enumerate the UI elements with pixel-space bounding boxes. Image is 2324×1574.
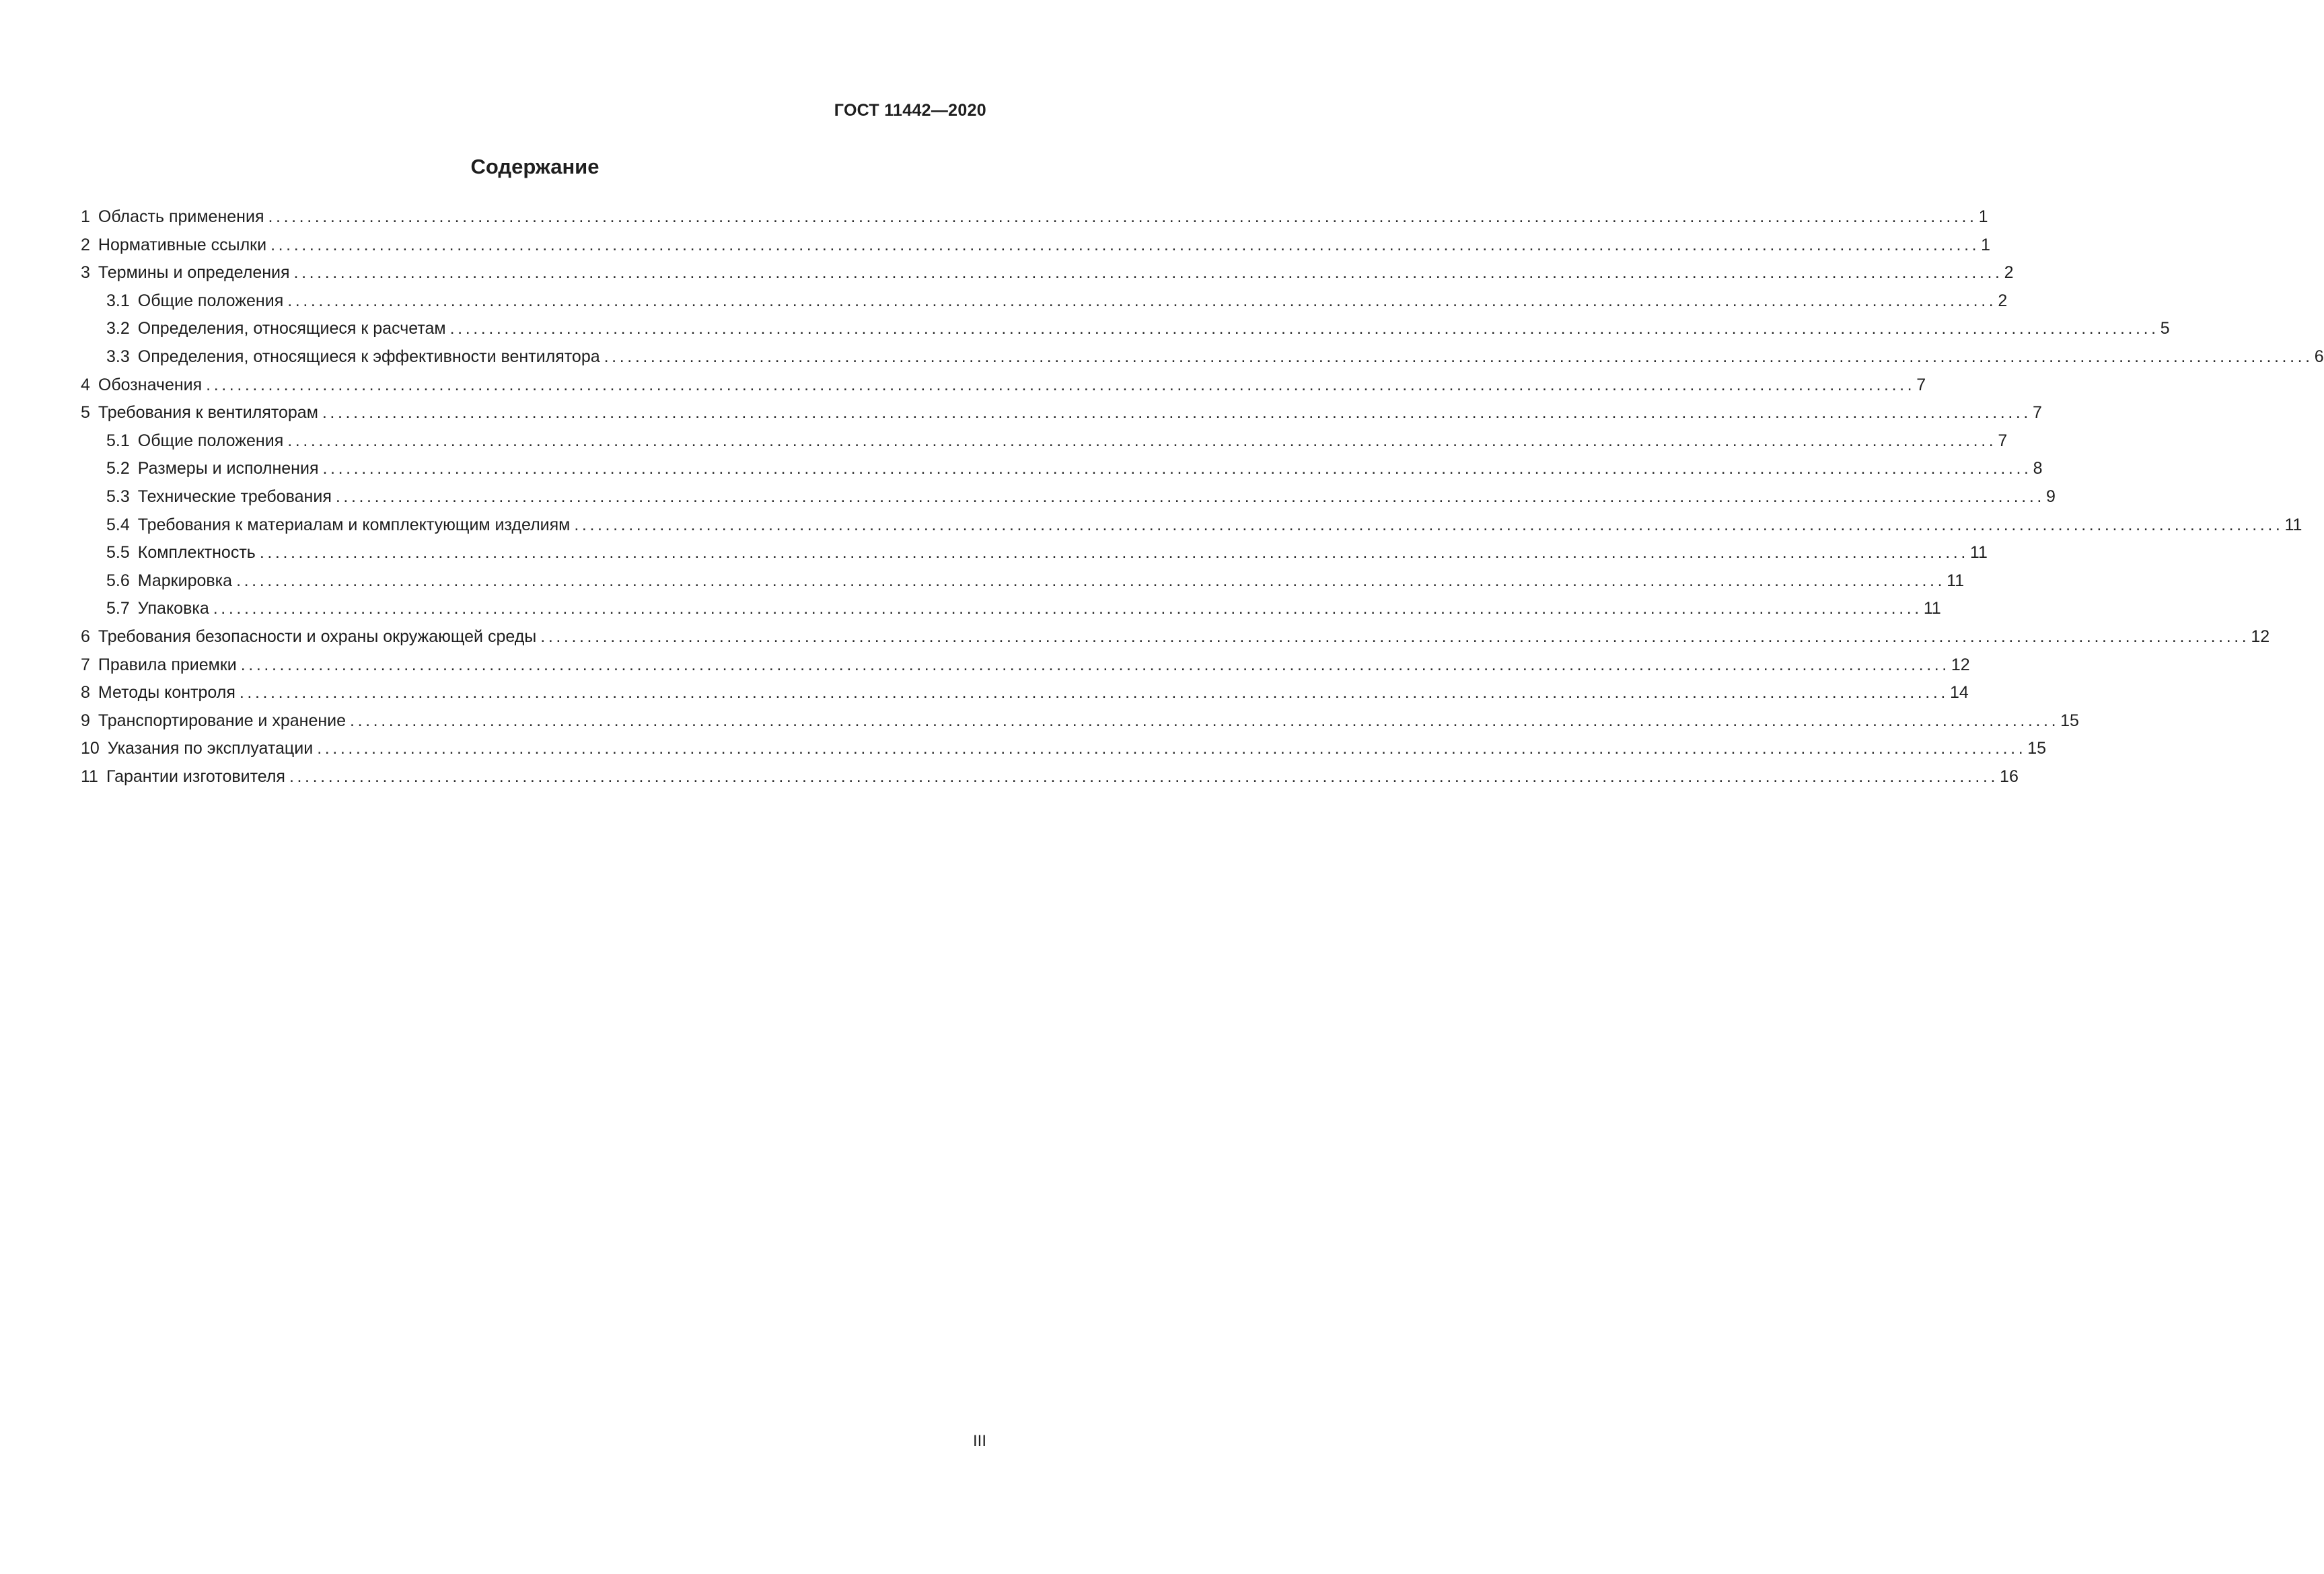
toc-dot-leader: ............................................................................................................................................................................................................................ — [206, 375, 1916, 394]
toc-entry-number: 5.2 — [106, 459, 130, 478]
toc-entry-number: 10 — [81, 739, 100, 758]
toc-entry-title: Упаковка — [137, 599, 209, 618]
toc-dot-leader: ............................................................................................................................................................................................................................ — [350, 711, 2060, 730]
toc-dot-leader: ............................................................................................................................................................................................................................ — [574, 515, 2284, 534]
toc-entry[interactable] — [81, 735, 2047, 763]
toc-entry[interactable] — [81, 455, 2043, 483]
toc-entry[interactable] — [81, 539, 1988, 567]
toc-entry-title: Область применения — [98, 207, 264, 226]
toc-entry-number: 5.6 — [106, 571, 130, 590]
toc-dot-leader: ............................................................................................................................................................................................................................ — [289, 766, 1999, 786]
toc-entry-page: 16 — [2000, 766, 2019, 786]
toc-entry-number: 1 — [81, 207, 90, 226]
toc-entry[interactable] — [81, 567, 1965, 596]
toc-title: Содержание — [470, 155, 600, 178]
toc-entry-page: 7 — [2032, 403, 2042, 423]
document-code: ГОСТ 11442—2020 — [834, 101, 986, 120]
toc-entry-number: 4 — [81, 375, 90, 394]
toc-entry-title: Комплектность — [137, 543, 256, 563]
toc-entry[interactable] — [81, 287, 2008, 316]
toc-entry-number: 5.1 — [106, 431, 130, 450]
toc-entry[interactable] — [81, 623, 2270, 651]
toc-entry-page: 5 — [2160, 319, 2170, 338]
toc-dot-leader: ............................................................................................................................................................................................................................ — [335, 487, 2045, 506]
toc-entry-title: Требования к материалам и комплектующим изделиям — [137, 515, 571, 534]
toc-dot-leader: ............................................................................................................................................................................................................................ — [287, 291, 1997, 310]
toc-entry-page: 12 — [1951, 655, 1970, 674]
toc-entry-number: 5.3 — [106, 487, 130, 506]
toc-entry[interactable] — [81, 343, 2324, 371]
toc-entry-page: 2 — [2004, 263, 2014, 283]
toc-dot-leader: ............................................................................................................................................................................................................................ — [540, 627, 2250, 646]
toc-dot-leader: ............................................................................................................................................................................................................................ — [287, 431, 1997, 450]
toc-entry[interactable] — [81, 707, 2079, 736]
toc-entry-number: 11 — [81, 766, 98, 786]
toc-entry-title: Технические требования — [137, 487, 332, 506]
toc-entry-title: Определения, относящиеся к эффективности вентилятора — [137, 347, 600, 366]
toc-entry-page: 15 — [2060, 711, 2079, 730]
toc-entry-page: 6 — [2314, 347, 2324, 366]
toc-entry-number: 6 — [81, 627, 90, 646]
toc-entry-page: 8 — [2033, 459, 2043, 478]
toc-entry[interactable] — [81, 259, 2014, 287]
toc-entry-title: Определения, относящиеся к расчетам — [137, 319, 446, 338]
toc-dot-leader: ............................................................................................................................................................................................................................ — [239, 683, 1949, 703]
toc-dot-leader: ............................................................................................................................................................................................................................ — [270, 235, 1980, 254]
toc-entry-title: Размеры и исполнения — [137, 459, 319, 478]
toc-entry-number: 7 — [81, 655, 90, 674]
toc-dot-leader: ............................................................................................................................................................................................................................ — [240, 655, 1950, 674]
toc-entry-page: 15 — [2027, 739, 2047, 758]
toc-entry-title: Нормативные ссылки — [98, 235, 267, 254]
toc-entry-number: 9 — [81, 711, 90, 730]
toc-entry-title: Общие положения — [137, 431, 284, 450]
toc-entry-page: 11 — [1923, 599, 1941, 618]
toc-entry-number: 3.2 — [106, 319, 130, 338]
toc-entry-title: Маркировка — [137, 571, 233, 590]
toc-entry[interactable] — [81, 315, 2170, 343]
toc-entry[interactable] — [81, 483, 2056, 511]
toc-entry-title: Транспортирование и хранение — [98, 711, 347, 730]
toc-entry-page: 12 — [2251, 627, 2270, 646]
toc-entry[interactable] — [81, 595, 1941, 623]
toc-entry-page: 11 — [1969, 543, 1988, 563]
table-of-contents — [81, 203, 2324, 791]
toc-dot-leader: ............................................................................................................................................................................................................................ — [236, 571, 1946, 590]
toc-entry-title: Термины и определения — [98, 263, 290, 283]
toc-entry[interactable] — [81, 203, 1988, 231]
toc-entry-page: 1 — [1978, 207, 1988, 226]
toc-entry-title: Обозначения — [98, 375, 203, 394]
toc-entry-page: 11 — [2284, 515, 2302, 534]
toc-entry-page: 1 — [1981, 235, 1991, 254]
toc-entry[interactable] — [81, 371, 1926, 400]
toc-entry[interactable] — [81, 399, 2042, 427]
toc-entry[interactable] — [81, 679, 1969, 707]
toc-entry-title: Общие положения — [137, 291, 284, 310]
toc-dot-leader: ............................................................................................................................................................................................................................ — [293, 263, 2003, 283]
toc-entry-number: 5 — [81, 403, 90, 423]
toc-dot-leader: ............................................................................................................................................................................................................................ — [322, 403, 2031, 423]
toc-entry-number: 3 — [81, 263, 90, 283]
page-number: III — [972, 1432, 986, 1450]
toc-entry-number: 8 — [81, 683, 90, 703]
toc-entry-page: 9 — [2045, 487, 2056, 506]
toc-dot-leader: ............................................................................................................................................................................................................................ — [259, 543, 1969, 563]
toc-entry[interactable] — [81, 763, 2019, 791]
toc-entry-page: 2 — [1998, 291, 2008, 310]
toc-entry-title: Требования безопасности и охраны окружающей среды — [98, 627, 537, 646]
toc-entry-number: 2 — [81, 235, 90, 254]
toc-entry-title: Требования к вентиляторам — [98, 403, 318, 423]
toc-entry-number: 5.4 — [106, 515, 130, 534]
toc-entry-title: Правила приемки — [98, 655, 237, 674]
toc-entry-page: 7 — [1998, 431, 2008, 450]
toc-entry-page: 14 — [1949, 683, 1969, 703]
toc-entry-number: 5.5 — [106, 543, 130, 563]
toc-entry-title: Методы контроля — [98, 683, 235, 703]
toc-dot-leader: ............................................................................................................................................................................................................................ — [317, 739, 2027, 758]
toc-entry-title: Гарантии изготовителя — [106, 766, 285, 786]
toc-entry-title: Указания по эксплуатации — [107, 739, 314, 758]
toc-entry-page: 11 — [1947, 571, 1965, 590]
toc-dot-leader: ............................................................................................................................................................................................................................ — [268, 207, 1977, 226]
toc-dot-leader: ............................................................................................................................................................................................................................ — [322, 459, 2032, 478]
toc-entry-number: 3.1 — [106, 291, 130, 310]
toc-dot-leader: ............................................................................................................................................................................................................................ — [449, 319, 2159, 338]
toc-entry-number: 3.3 — [106, 347, 130, 366]
toc-entry[interactable] — [81, 231, 1991, 260]
toc-entry[interactable] — [81, 427, 2008, 456]
toc-entry-page: 7 — [1916, 375, 1926, 394]
toc-entry[interactable] — [81, 651, 1970, 680]
toc-dot-leader: ............................................................................................................................................................................................................................ — [604, 347, 2313, 366]
toc-entry-number: 5.7 — [106, 599, 130, 618]
toc-entry[interactable] — [81, 511, 2302, 540]
toc-dot-leader: ............................................................................................................................................................................................................................ — [213, 599, 1922, 618]
